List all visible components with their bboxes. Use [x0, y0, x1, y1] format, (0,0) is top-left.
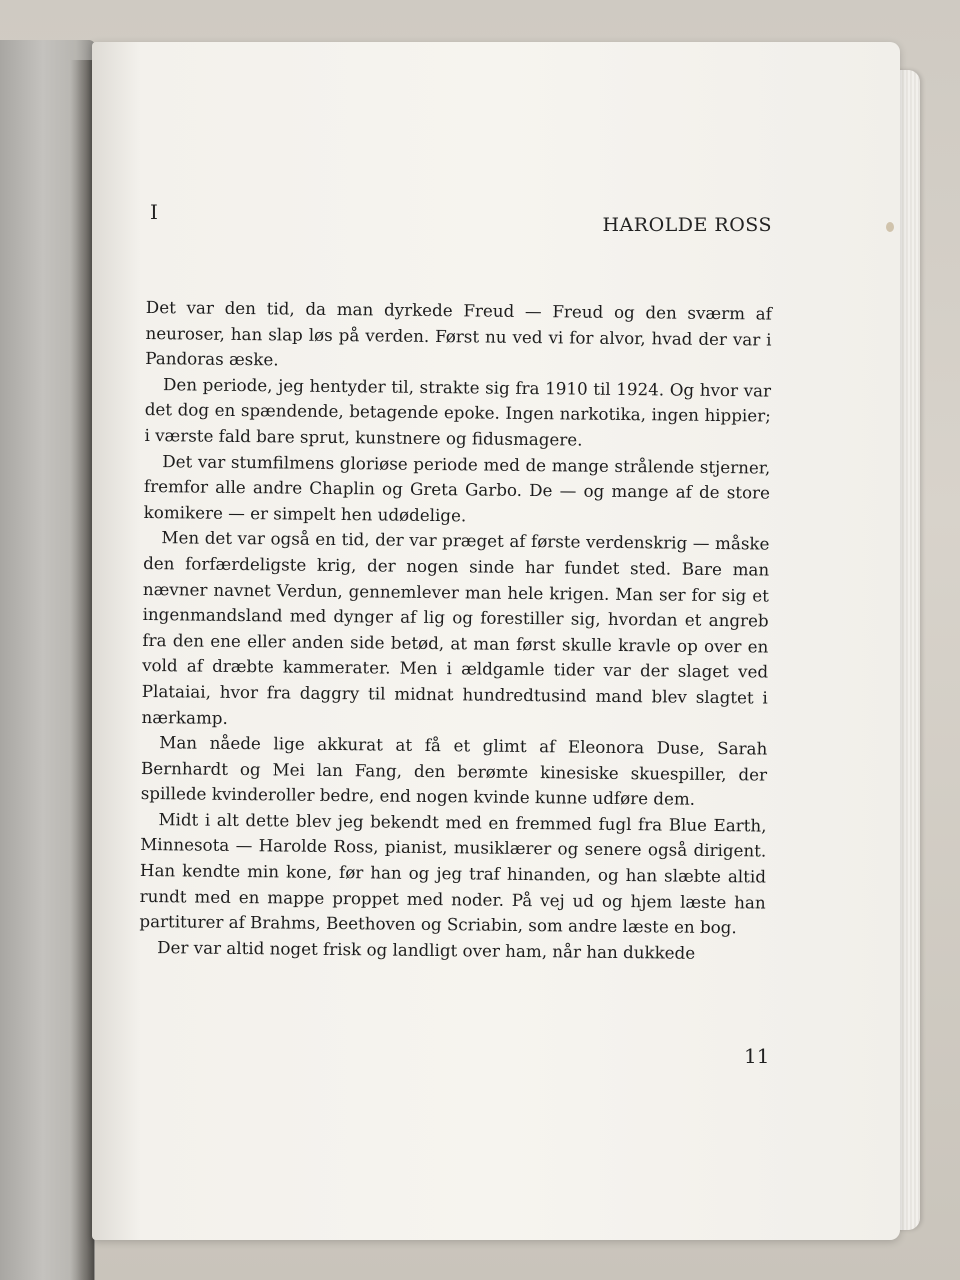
paragraph: Man nåede lige akkurat at få et glimt af Eleonora Duse, Sarah Bernhardt og Mei lan Fang, den berømte kinesiske skuespiller, der spillede kvinderoller bedre, end nogen kvinde kunne udføre dem.	[140, 732, 768, 810]
paper-stain	[886, 222, 894, 232]
paragraph: Det var den tid, da man dyrkede Freud — Freud og den sværm af neuroser, han slap løs på verden. Først nu ved vi for alvor, hvad der var i Pandoras æske.	[145, 296, 772, 370]
body-text	[139, 295, 772, 967]
paragraph: Der var altid noget frisk og landligt over ham, når han dukkede	[157, 936, 696, 963]
paragraph: Midt i alt dette blev jeg bekendt med en fremmed fugl fra Blue Earth, Minnesota — Harolde Ross, pianist, musiklærer og senere også dirigent. Han kendte min kone, før han og jeg traf hinanden, og han slæbte altid rundt med en mappe proppet med noder. På vej ud og hjem læste han partiturer af Brahms, Beethoven og Scriabin, som andre læste en bog.	[139, 809, 767, 938]
chapter-number: I	[150, 200, 158, 224]
paragraph: Den periode, jeg hentyder til, strakte sig fra 1910 til 1924. Og hvor var det dog en spændende, betagende epoke. Ingen narkotika, ingen hippier; i værste fald bare sprut, kunstnere og fidusmagere.	[144, 373, 772, 450]
running-head: HAROLDE ROSS	[602, 214, 772, 236]
page-number: 11	[744, 1044, 770, 1068]
paragraph: Men det var også en tid, der var præget af første verdenskrig — måske den forfærdeligste krig, der nogen sinde har fundet sted. Bare man nævner navnet Verdun, gennemlever man hele krigen. Man ser for sig et ingenmandsland med dynger af lig og forestiller sig, hvordan et angreb fra den ene eller anden side betød, at man først skulle kravle op over en vold af dræbte kammerater. Men i ældgamle tider var der slaget ved Plataiai, hvor fra daggry til midnat hundredtusind mand blev slagtet i nærkamp.	[141, 527, 770, 728]
paragraph: Det var stumfilmens gloriøse periode med de mange strålende stjerner, fremfor alle andre Chaplin og Greta Garbo. De — og mange af de store komikere — er simpelt hen udødelige.	[143, 450, 771, 526]
book-gutter-shadow	[70, 60, 94, 1280]
